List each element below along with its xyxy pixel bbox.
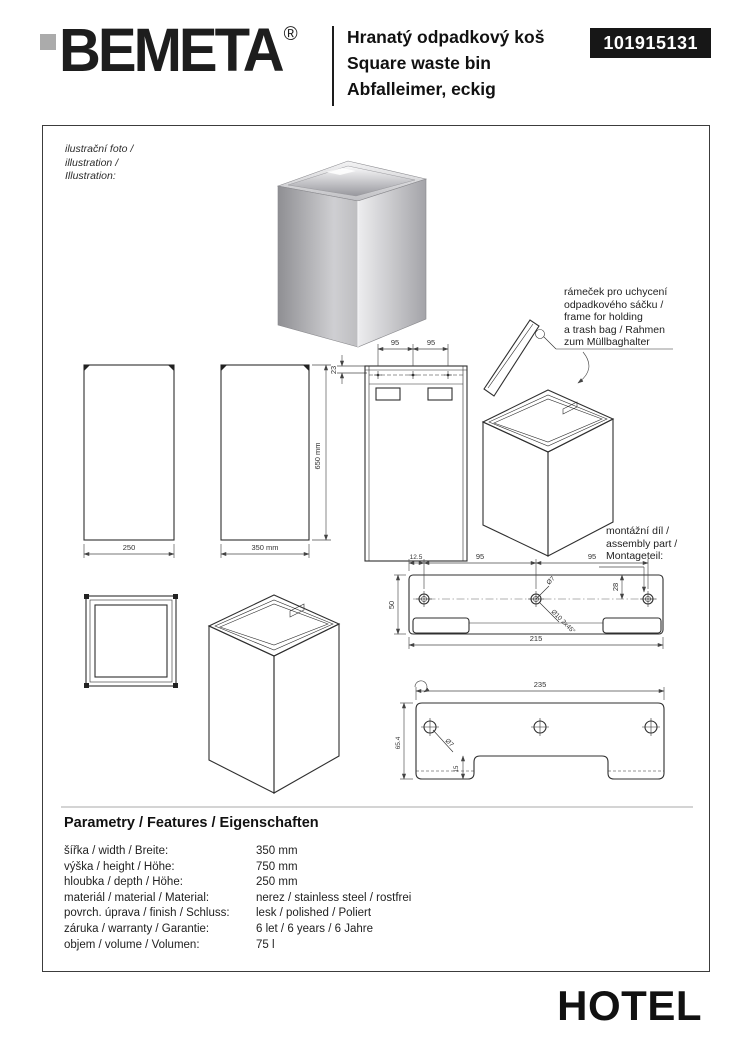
param-value: 750 mm — [256, 860, 298, 873]
illustration-label — [65, 143, 133, 184]
mount-plate-front-drawing — [395, 680, 664, 779]
logo-square-icon — [40, 34, 56, 50]
param-label: materiál / material / Material: — [64, 891, 210, 904]
frame-note-line: rámeček pro uchycení — [564, 286, 668, 298]
assembly-note — [606, 525, 716, 563]
frame-note-line: odpadkového sáčku / — [564, 298, 664, 311]
table-row — [64, 922, 411, 938]
param-label: šířka / width / Breite: — [64, 845, 169, 857]
illustration-label-line: Illustration: — [65, 170, 116, 182]
param-value: 350 mm — [256, 845, 298, 857]
table-row — [64, 875, 411, 891]
product-title-en: Square waste bin — [347, 53, 491, 73]
product-title-de: Abfalleimer, eckig — [347, 79, 496, 99]
dim-pitch1: 95 — [475, 552, 485, 561]
product-photo — [266, 139, 436, 354]
param-value: 75 l — [256, 938, 275, 951]
mount-holes — [374, 371, 452, 379]
param-value: 250 mm — [256, 876, 298, 889]
dim-plate-length: 215 — [529, 634, 543, 643]
assembly-note-leader — [599, 567, 644, 592]
dim-plate-depth50: 50 — [387, 600, 396, 610]
callout-plate2-hole: Ø7 — [443, 737, 455, 749]
plate-holes — [416, 591, 656, 607]
dim-side-width: 250 — [122, 543, 136, 552]
parameters-section — [64, 815, 684, 953]
product-title-cs: Hranatý odpadkový koš — [347, 27, 545, 47]
param-label: objem / volume / Volumen: — [64, 938, 200, 951]
mount-plate-top-drawing — [387, 552, 663, 649]
collection-label: HOTEL — [557, 982, 702, 1029]
front-view-drawing — [221, 365, 331, 558]
param-label: hloubka / depth / Höhe: — [64, 876, 183, 889]
dim-plate-depth: 23 — [329, 365, 338, 375]
param-value: lesk / polished / Poliert — [256, 907, 372, 920]
param-value: nerez / stainless steel / rostfrei — [256, 891, 412, 904]
param-label: záruka / warranty / Garantie: — [64, 922, 210, 935]
frame-note-line: a trash bag / Rahmen — [564, 323, 665, 336]
header-divider — [332, 26, 334, 106]
dim-hole-pitch-left: 95 — [390, 338, 400, 347]
assembly-note-line: montážní díl / — [606, 525, 670, 537]
dim-plate2-height: 65.4 — [395, 736, 402, 750]
illustration-label-line: illustration / — [65, 156, 119, 169]
frame-note-line: zum Müllbaghalter — [564, 336, 650, 348]
dim-hole-pitch-right: 95 — [426, 338, 436, 347]
dim-plate2-length: 235 — [533, 680, 547, 689]
logo-text: BEMETA — [59, 16, 282, 85]
param-value: 6 let / 6 years / 6 Jahre — [256, 922, 373, 935]
dim-pitch2: 95 — [587, 552, 597, 561]
dim-front-height: 650 mm — [313, 442, 322, 470]
bin-3d-lid-drawing — [483, 320, 613, 556]
table-row — [64, 844, 411, 860]
table-row — [64, 906, 411, 922]
assembly-note-line: Montageteil: — [606, 550, 664, 562]
plate-depth-dim — [329, 355, 367, 384]
plate-front-holes — [421, 718, 660, 736]
assembly-note-line: assembly part / — [606, 537, 678, 550]
table-row — [64, 938, 411, 954]
top-view-drawing — [84, 594, 178, 688]
parameters-table — [64, 844, 411, 953]
waste-bin-photo — [278, 161, 426, 347]
product-titles — [347, 24, 544, 102]
param-label: povrch. úprava / finish / Schluss: — [64, 907, 230, 920]
dim-hole-offset: 28 — [611, 582, 620, 592]
dim-front-width: 350 mm — [251, 543, 279, 552]
content-box — [42, 125, 710, 972]
callout-hole-dia: Ø7 — [545, 575, 557, 587]
product-code-badge: 101915131 — [590, 28, 711, 58]
table-row — [64, 860, 411, 876]
header — [0, 0, 744, 118]
callout-countersink: Ø10 2x45° — [549, 608, 577, 636]
bin-3d-open-drawing — [209, 595, 339, 793]
registered-trademark-icon: ® — [283, 24, 298, 45]
dim-flange-height: 15 — [454, 765, 460, 773]
table-row — [64, 891, 411, 907]
frame-note-line: frame for holding — [564, 311, 643, 323]
dim-edge-offset: 12.5 — [409, 554, 423, 561]
frame-note — [564, 286, 710, 349]
param-label: výška / height / Höhe: — [64, 860, 175, 873]
side-view-drawing — [84, 365, 174, 558]
cutaway-view-drawing — [365, 338, 467, 561]
illustration-label-line: ilustrační foto / — [65, 143, 134, 155]
rotation-icon — [415, 681, 427, 692]
parameters-title: Parametry / Features / Eigenschaften — [64, 815, 319, 831]
bemeta-logo — [40, 16, 298, 85]
